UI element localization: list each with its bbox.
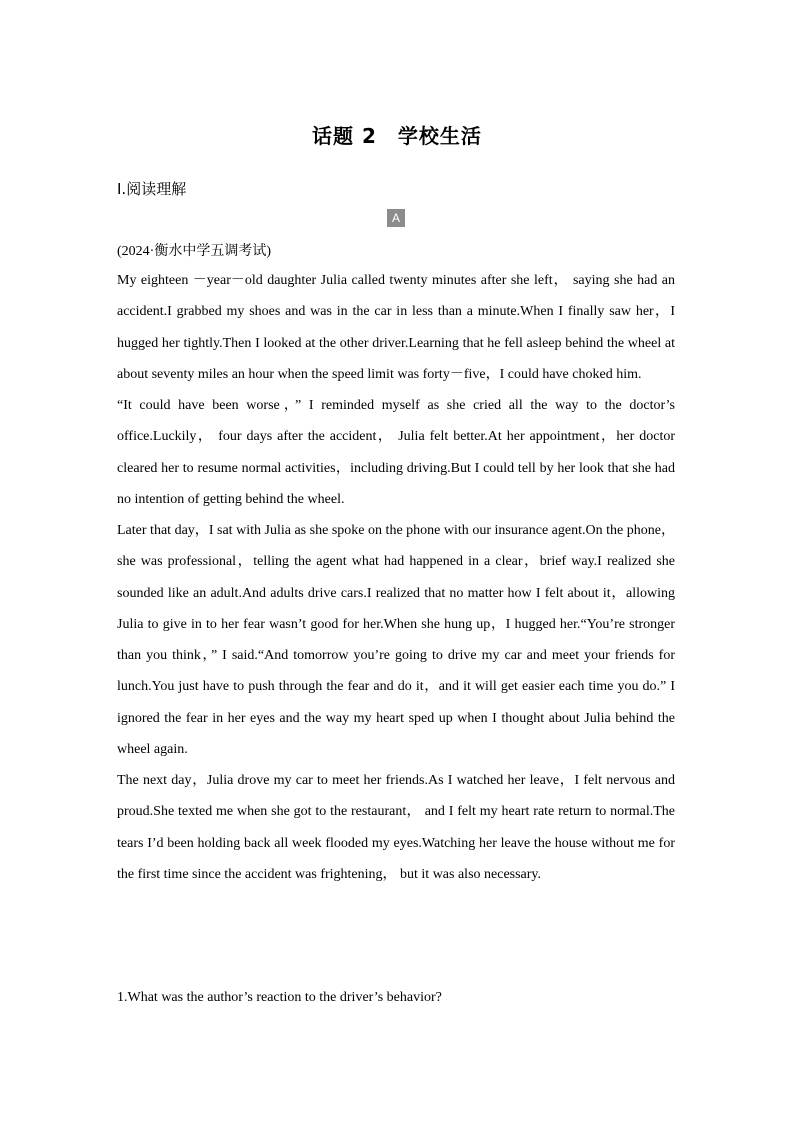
paragraph-2: “It could have been worse，” I reminded myself as she cried all the way to the doctor’s office.Luckily， four days after the accident， Julia felt better.At her appointment，her doctor cleared her to resume normal activities，including driving.But I could tell by her look that she had no intention of getting behind the wheel. xyxy=(117,398,675,507)
passage-body xyxy=(117,265,675,890)
page-title: 话题 2 学校生活 xyxy=(312,124,482,148)
passage-source: (2024·衡水中学五调考试) xyxy=(117,244,271,259)
question-1: 1.What was the author’s reaction to the driver’s behavior? xyxy=(117,990,442,1005)
section-heading: Ⅰ.阅读理解 xyxy=(117,180,187,198)
paragraph-1: My eighteen －year－old daughter Julia called twenty minutes after she left， saying she had an accident.I grabbed my shoes and was in the car in less than a minute.When I finally saw her，I hugged her tightly.Then I looked at the other driver.Learning that he fell asleep behind the wheel at about seventy miles an hour when the speed limit was forty－five，I could have choked him. xyxy=(117,273,675,382)
passage-label-badge: A xyxy=(387,209,405,227)
paragraph-4: The next day，Julia drove my car to meet her friends.As I watched her leave，I felt nervous and proud.She texted me when she got to the restaurant， and I felt my heart rate return to normal.The tears I’d been holding back all week flooded my eyes.Watching her leave the house without me for the first time since the accident was frightening， but it was also necessary. xyxy=(117,773,675,882)
paragraph-3: Later that day，I sat with Julia as she spoke on the phone with our insurance agent.On the phone，she was professional，telling the agent what had happened in a clear，brief way.I realized she sounded like an adult.And adults drive cars.I realized that no matter how I felt about it，allowing Julia to give in to her fear wasn’t good for her.When she hung up，I hugged her.“You’re stronger than you think，” I said.“And tomorrow you’re going to drive my car and meet your friends for lunch.You just have to push through the fear and do it，and it will get easier each time you do.” I ignored the fear in her eyes and the way my heart sped up when I thought about Julia behind the wheel again. xyxy=(117,523,675,757)
